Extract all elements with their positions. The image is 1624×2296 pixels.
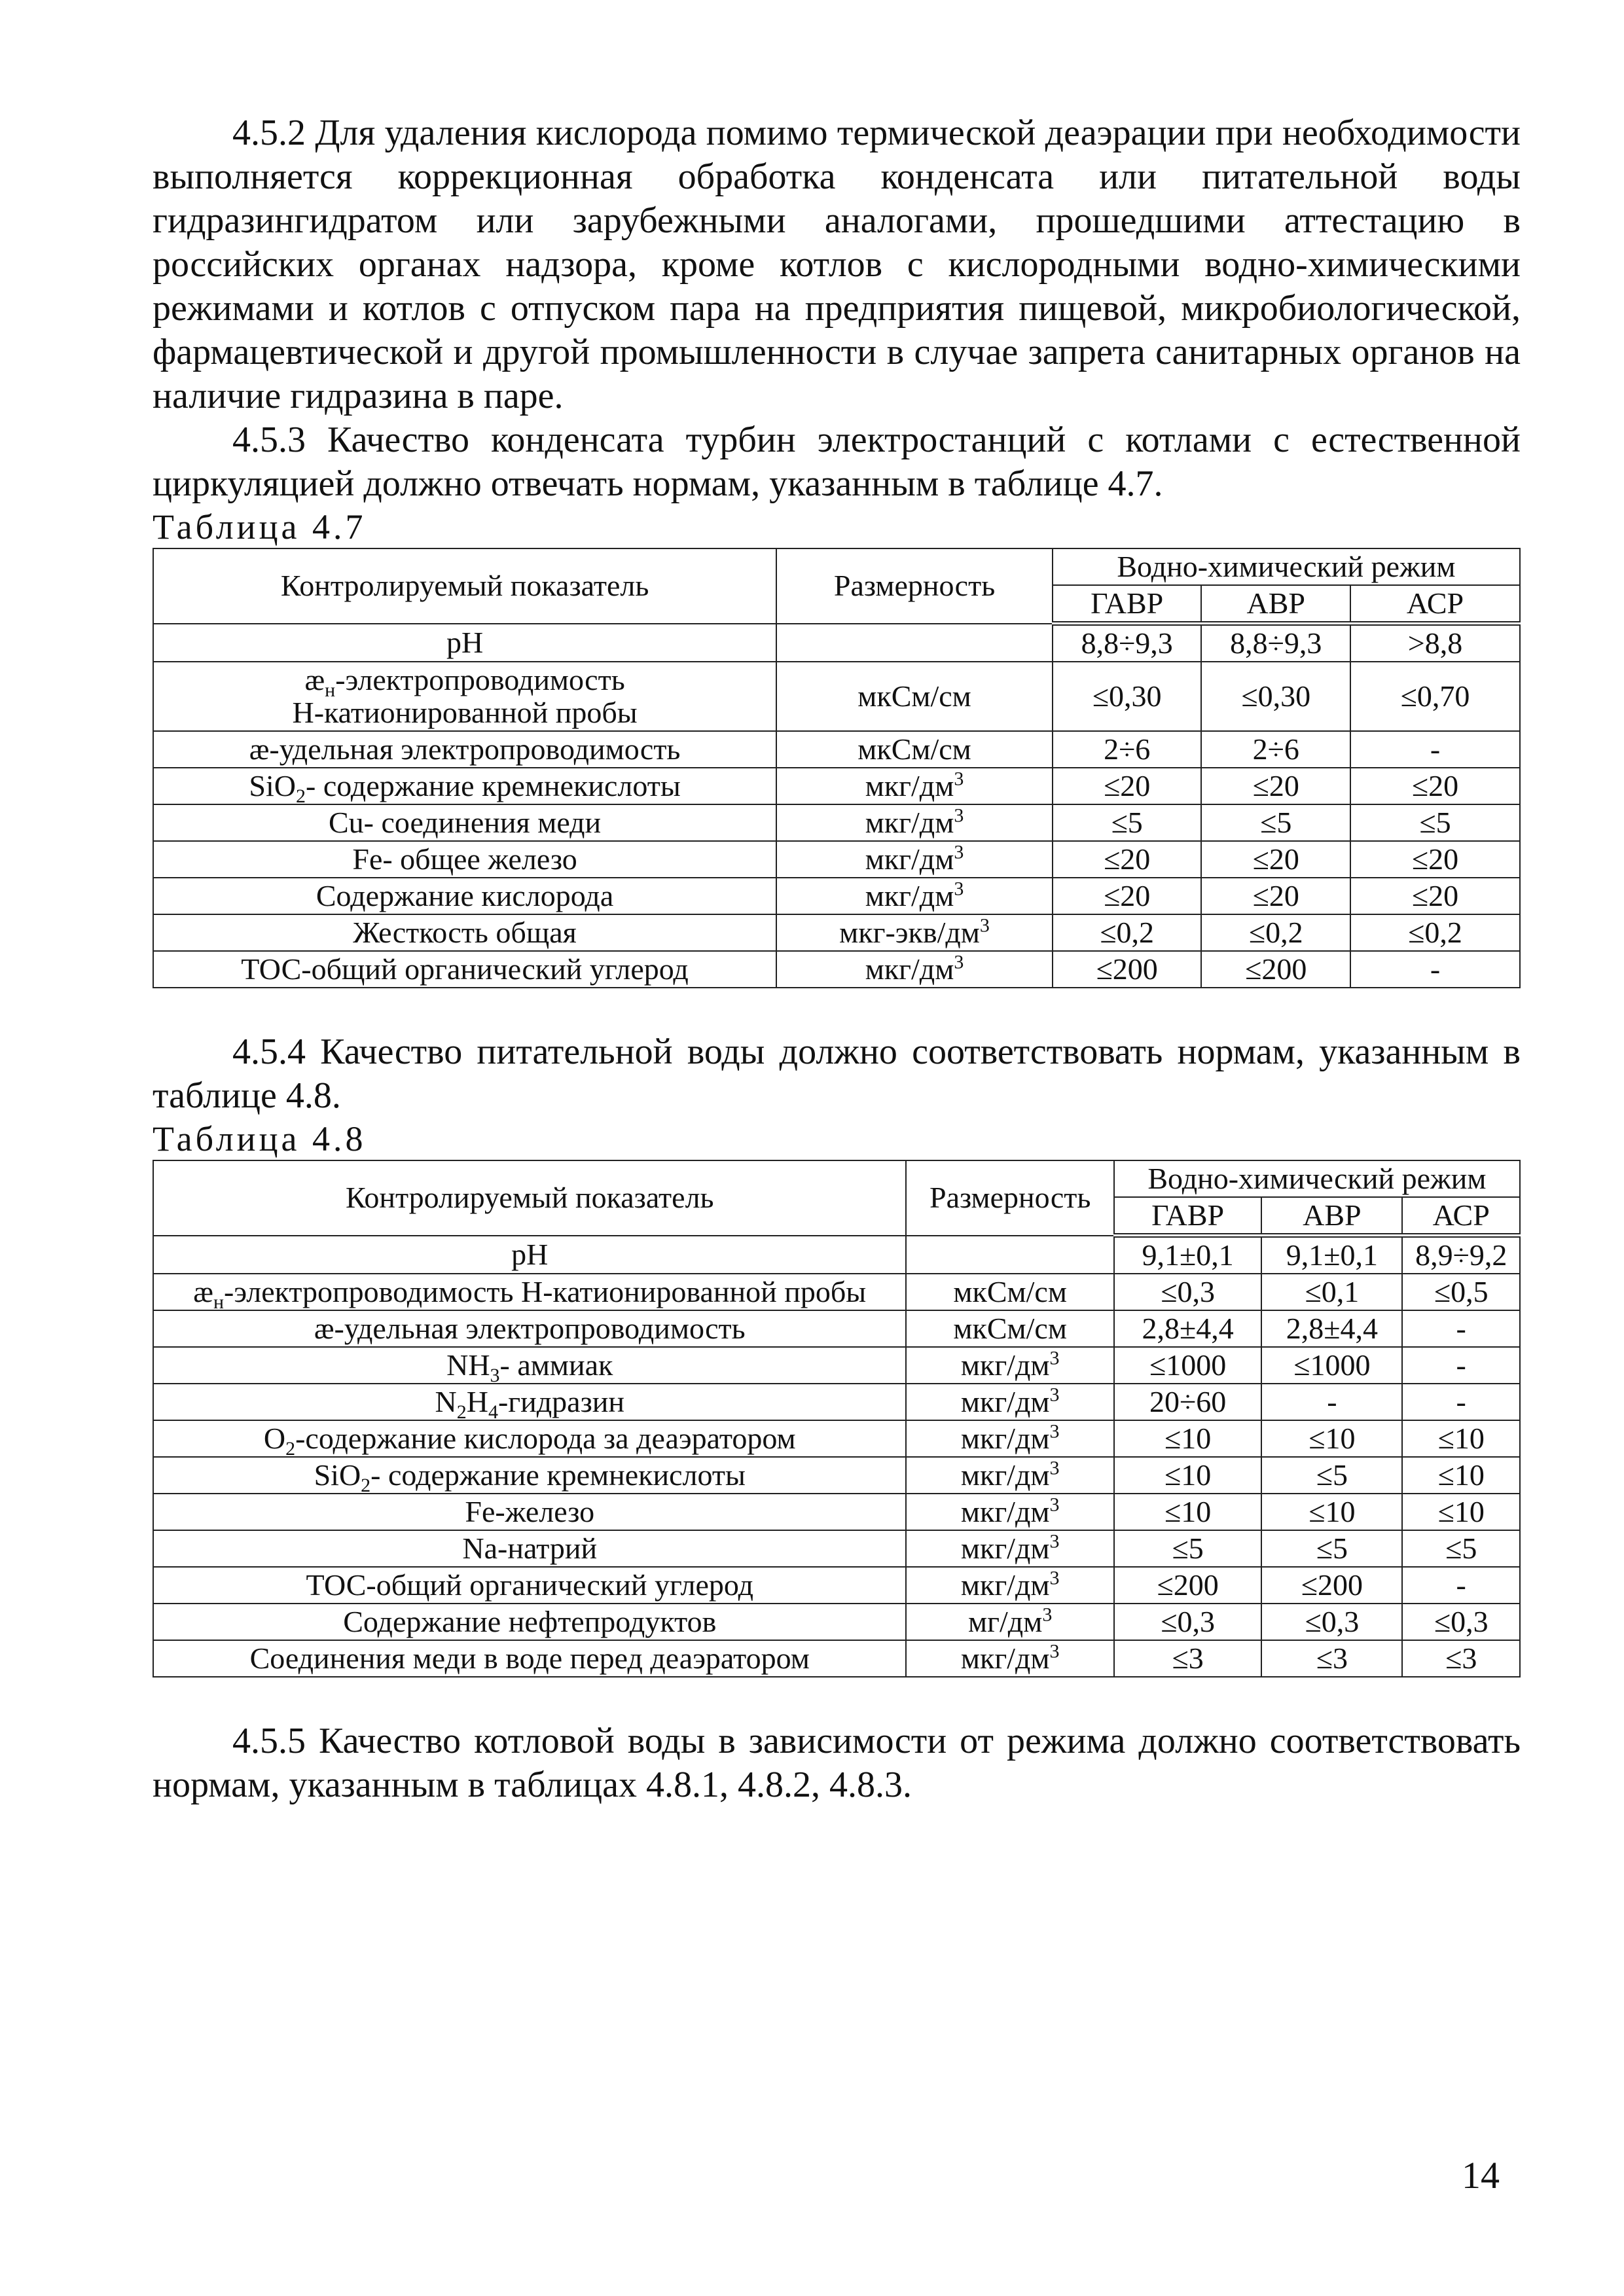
cell-parameter: Na-натрий	[153, 1530, 906, 1567]
cell-asr: ≤0,5	[1402, 1274, 1520, 1310]
cell-gavr: ≤20	[1053, 878, 1202, 914]
cell-parameter: SiO$_2$- содержание кремнекислоты	[153, 768, 776, 804]
cell-parameter-line1: $æ_н$-электропроводимость	[304, 663, 625, 702]
page-number: 14	[1462, 2154, 1500, 2197]
cell-asr: ≤10	[1402, 1457, 1520, 1494]
cell-gavr: ≤1000	[1114, 1347, 1262, 1384]
cell-unit	[776, 624, 1053, 662]
cell-avr: ≤20	[1201, 768, 1350, 804]
cell-unit: мкг-$экв/дм^3$	[776, 914, 1053, 951]
cell-parameter: $æ_н$-электропроводимость Н-катионированной пробы	[153, 1274, 906, 1310]
cell-parameter: ТОС-общий органический углерод	[153, 1567, 906, 1604]
header-regime: Водно-химический режим	[1114, 1160, 1520, 1197]
cell-avr: ≤3	[1261, 1640, 1402, 1677]
header-unit: Размерность	[776, 548, 1053, 624]
cell-avr: -	[1261, 1384, 1402, 1420]
cell-asr: -	[1350, 951, 1520, 988]
cell-unit: мкг/$дм^3$	[776, 951, 1053, 988]
cell-unit: мкг/$дм^3$	[906, 1640, 1113, 1677]
cell-gavr: ≤10	[1114, 1457, 1262, 1494]
cell-avr: ≤200	[1201, 951, 1350, 988]
paragraph-4-5-4: 4.5.4 Качество питательной воды должно соответствовать нормам, указанным в таблице 4.8.	[153, 1031, 1521, 1116]
cell-avr: ≤0,2	[1201, 914, 1350, 951]
table-row	[153, 1236, 1520, 1274]
table-row	[153, 914, 1520, 951]
cell-gavr: ≤3	[1114, 1640, 1262, 1677]
header-asr: АСР	[1402, 1197, 1520, 1236]
paragraph-4-5-5: 4.5.5 Качество котловой воды в зависимости от режима должно соответствовать нормам, указанным в таблицах 4.8.1, 4.8.2, 4.8.3.	[153, 1721, 1521, 1805]
table-row	[153, 1420, 1520, 1457]
header-avr: АВР	[1261, 1197, 1402, 1236]
cell-parameter: $NH_3-$ аммиак	[153, 1347, 906, 1384]
cell-avr: ≤1000	[1261, 1347, 1402, 1384]
cell-asr: ≤5	[1402, 1530, 1520, 1567]
cell-unit: мкг/$дм^3$	[776, 878, 1053, 914]
cell-avr: 2,8±4,4	[1261, 1310, 1402, 1347]
cell-parameter: Cu- соединения меди	[153, 804, 776, 841]
table-row	[153, 951, 1520, 988]
cell-unit: мкг/$дм^3$	[776, 841, 1053, 878]
table-4-8-caption: Таблица 4.8	[153, 1119, 367, 1158]
cell-parameter: Жесткость общая	[153, 914, 776, 951]
cell-parameter: $O_2$-содержание кислорода за деаэратором	[153, 1420, 906, 1457]
cell-avr: 2÷6	[1201, 731, 1350, 768]
cell-gavr: ≤10	[1114, 1494, 1262, 1530]
cell-asr: 8,9÷9,2	[1402, 1236, 1520, 1274]
table-row	[153, 1347, 1520, 1384]
cell-asr: ≤0,70	[1350, 662, 1520, 731]
cell-avr: ≤20	[1201, 841, 1350, 878]
cell-unit: мкг/$дм^3$	[906, 1457, 1113, 1494]
cell-gavr: 2,8±4,4	[1114, 1310, 1262, 1347]
cell-gavr: ≤0,3	[1114, 1604, 1262, 1640]
cell-parameter: æ-удельная электропроводимость	[153, 1310, 906, 1347]
cell-avr: ≤10	[1261, 1494, 1402, 1530]
header-parameter: Контролируемый показатель	[153, 548, 776, 624]
cell-unit	[906, 1236, 1113, 1274]
cell-avr: ≤0,1	[1261, 1274, 1402, 1310]
table-row	[153, 731, 1520, 768]
cell-avr: ≤10	[1261, 1420, 1402, 1457]
cell-unit: мкг/$дм^3$	[906, 1530, 1113, 1567]
table-row	[153, 1530, 1520, 1567]
paragraph-4-5-2: 4.5.2 Для удаления кислорода помимо термической деаэрации при необходимости выполняется коррекционная обработка конденсата или питательной воды гидразингидратом или зарубежными аналогами, прошедшими аттестацию в российских органах надзора, кроме котлов с кислородными водно-химическими режимами и котлов с отпуском пара на предприятия пищевой, микробиологической, фармацевтической и другой промышленности в случае запрета санитарных органов на наличие гидразина в паре.	[153, 113, 1521, 416]
cell-avr: 9,1±0,1	[1261, 1236, 1402, 1274]
table-row	[153, 1494, 1520, 1530]
cell-avr: ≤0,30	[1201, 662, 1350, 731]
cell-avr: ≤5	[1261, 1530, 1402, 1567]
cell-gavr: ≤5	[1053, 804, 1202, 841]
header-gavr: ГАВР	[1053, 585, 1202, 624]
document-page	[153, 111, 1521, 1807]
cell-avr: ≤20	[1201, 878, 1350, 914]
cell-gavr: 2÷6	[1053, 731, 1202, 768]
cell-avr: ≤5	[1201, 804, 1350, 841]
cell-asr: ≤0,3	[1402, 1604, 1520, 1640]
cell-gavr: 8,8÷9,3	[1053, 624, 1202, 662]
cell-gavr: ≤5	[1114, 1530, 1262, 1567]
table-row	[153, 768, 1520, 804]
header-unit: Размерность	[906, 1160, 1113, 1236]
header-avr: АВР	[1201, 585, 1350, 624]
cell-gavr: 20÷60	[1114, 1384, 1262, 1420]
cell-asr: ≤10	[1402, 1494, 1520, 1530]
table-4-8	[153, 1160, 1521, 1677]
cell-avr: ≤5	[1261, 1457, 1402, 1494]
table-4-7	[153, 548, 1521, 988]
cell-asr: ≤20	[1350, 768, 1520, 804]
cell-unit: мкг/$дм^3$	[906, 1420, 1113, 1457]
cell-asr: ≤10	[1402, 1420, 1520, 1457]
table-row	[153, 1567, 1520, 1604]
paragraph-4-5-3: 4.5.3 Качество конденсата турбин электростанций с котлами с естественной циркуляцией должно отвечать нормам, указанным в таблице 4.7.	[153, 420, 1521, 504]
cell-parameter: $N_2H_4$-гидразин	[153, 1384, 906, 1420]
cell-asr: -	[1402, 1567, 1520, 1604]
cell-gavr: ≤0,30	[1053, 662, 1202, 731]
cell-gavr: ≤0,3	[1114, 1274, 1262, 1310]
cell-parameter: SiO$_2$- содержание кремнекислоты	[153, 1457, 906, 1494]
cell-asr: -	[1402, 1310, 1520, 1347]
table-row	[153, 1310, 1520, 1347]
cell-parameter: Fe- общее железо	[153, 841, 776, 878]
table-row	[153, 1384, 1520, 1420]
cell-unit: мкг/$дм^3$	[776, 804, 1053, 841]
table-4-7-caption: Таблица 4.7	[153, 507, 367, 547]
table-row	[153, 1274, 1520, 1310]
cell-unit: мкг/$дм^3$	[776, 768, 1053, 804]
cell-avr: 8,8÷9,3	[1201, 624, 1350, 662]
cell-gavr: ≤0,2	[1053, 914, 1202, 951]
table-row	[153, 624, 1520, 662]
cell-unit: мкг/$дм^3$	[906, 1384, 1113, 1420]
cell-asr: -	[1402, 1384, 1520, 1420]
cell-asr: ≤0,2	[1350, 914, 1520, 951]
cell-parameter: pH	[153, 624, 776, 662]
table-row	[153, 1604, 1520, 1640]
table-row	[153, 878, 1520, 914]
header-gavr: ГАВР	[1114, 1197, 1262, 1236]
table-row	[153, 1640, 1520, 1677]
cell-unit: мкг/$дм^3$	[906, 1494, 1113, 1530]
table-row	[153, 1457, 1520, 1494]
cell-gavr: ≤200	[1114, 1567, 1262, 1604]
cell-asr: ≤5	[1350, 804, 1520, 841]
cell-unit: мкг/$дм^3$	[906, 1567, 1113, 1604]
cell-parameter: Fe-железо	[153, 1494, 906, 1530]
table-row	[153, 662, 1520, 731]
cell-parameter	[153, 662, 776, 731]
cell-parameter-line2: Н-катионированной пробы	[292, 696, 638, 729]
table-row	[153, 841, 1520, 878]
cell-unit: мкСм/см	[906, 1274, 1113, 1310]
cell-asr: ≤20	[1350, 841, 1520, 878]
cell-avr: ≤0,3	[1261, 1604, 1402, 1640]
cell-gavr: ≤20	[1053, 841, 1202, 878]
cell-asr: -	[1350, 731, 1520, 768]
header-asr: АСР	[1350, 585, 1520, 624]
cell-unit: мкСм/см	[776, 662, 1053, 731]
cell-unit: мкСм/см	[776, 731, 1053, 768]
cell-asr: >8,8	[1350, 624, 1520, 662]
cell-gavr: ≤200	[1053, 951, 1202, 988]
cell-gavr: ≤10	[1114, 1420, 1262, 1457]
cell-parameter: pH	[153, 1236, 906, 1274]
cell-asr: ≤20	[1350, 878, 1520, 914]
cell-unit: мкСм/см	[906, 1310, 1113, 1347]
cell-parameter: æ-удельная электропроводимость	[153, 731, 776, 768]
cell-parameter: Содержание нефтепродуктов	[153, 1604, 906, 1640]
cell-parameter: Содержание кислорода	[153, 878, 776, 914]
cell-asr: -	[1402, 1347, 1520, 1384]
cell-parameter: Соединения меди в воде перед деаэратором	[153, 1640, 906, 1677]
table-row	[153, 804, 1520, 841]
cell-unit: мкг/$дм^3$	[906, 1347, 1113, 1384]
cell-avr: ≤200	[1261, 1567, 1402, 1604]
header-regime: Водно-химический режим	[1053, 548, 1520, 585]
header-parameter: Контролируемый показатель	[153, 1160, 906, 1236]
cell-gavr: 9,1±0,1	[1114, 1236, 1262, 1274]
cell-unit: $мг/дм^3$	[906, 1604, 1113, 1640]
cell-gavr: ≤20	[1053, 768, 1202, 804]
cell-asr: ≤3	[1402, 1640, 1520, 1677]
cell-parameter: ТОС-общий органический углерод	[153, 951, 776, 988]
